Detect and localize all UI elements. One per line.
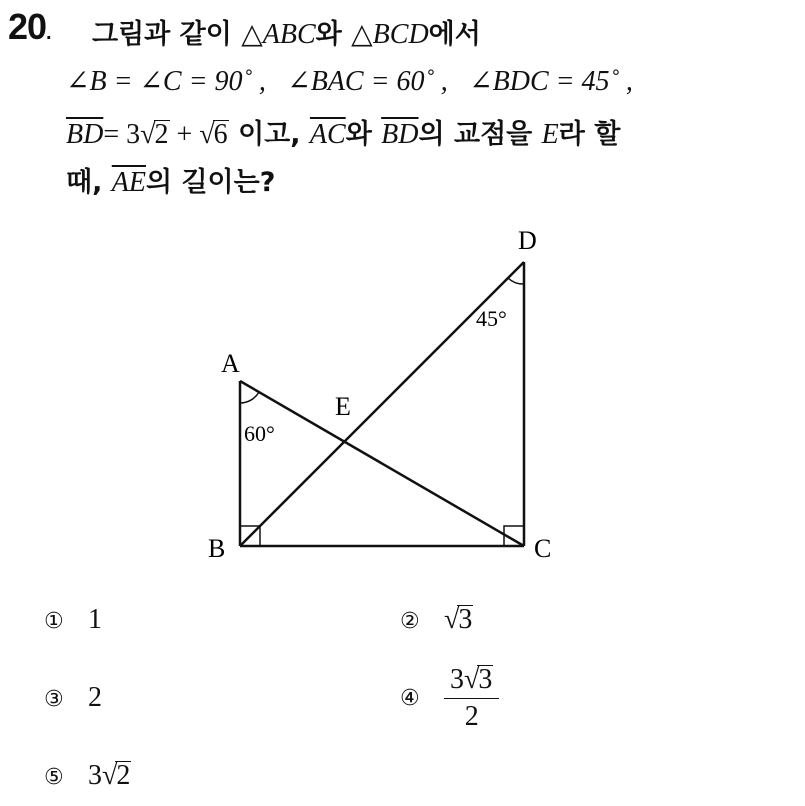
question-text: 의 교점을	[418, 119, 542, 150]
choice-mark: ③	[44, 687, 64, 712]
segment-bd: $\overline{BD}$	[66, 119, 104, 150]
question-line-3: $\overline{BD}= 3√2 + √6$ 이고, $\overline{AC}$와 $\overline{BD}$의 교점을 E라 할	[66, 119, 621, 150]
segment-ac: $\overline{AC}$	[309, 119, 346, 150]
condition-angle-bac: ∠BAC = 60˚ ,	[287, 66, 448, 97]
label-b: B	[208, 534, 226, 563]
plus-sign: +	[169, 119, 200, 150]
fraction-denominator: 2	[464, 701, 479, 732]
angle-label-60: 60°	[244, 421, 275, 446]
question-text: 때,	[66, 167, 112, 198]
choice-5[interactable]: ⑤ 3√2	[44, 760, 131, 791]
choice-value: 1	[88, 604, 102, 635]
radicand-6: 6	[213, 119, 228, 150]
choice-mark: ②	[400, 609, 420, 634]
choice-mark: ④	[400, 685, 420, 711]
label-e: E	[335, 392, 351, 421]
choice-1[interactable]	[44, 604, 102, 636]
fraction-numerator-radicand: 3	[478, 664, 493, 695]
choice-2[interactable]: ② √3	[400, 604, 473, 635]
segment-bd: $\overline{BD}$	[381, 119, 419, 150]
angle-label-45: 45°	[476, 306, 507, 331]
radicand-2: 2	[154, 119, 169, 150]
question-number-text: 20	[8, 6, 47, 47]
choice-mark: ①	[44, 609, 64, 634]
condition-angle-b-c: ∠B = ∠C = 90˚ ,	[66, 66, 266, 97]
label-a: A	[221, 349, 240, 378]
choice-3[interactable]	[44, 682, 102, 714]
question-text: 와	[315, 19, 352, 50]
point-e: E	[541, 119, 559, 150]
question-text: 이고,	[228, 119, 310, 150]
question-text: 와	[345, 119, 382, 150]
equals-coef: = 3	[103, 119, 141, 150]
segment-bd-line	[240, 262, 524, 546]
choice-fraction: $\frac{3√3}{2}$	[444, 664, 499, 733]
choice-mark: ⑤	[44, 765, 64, 790]
angle-arc-d	[508, 278, 524, 284]
choice-4[interactable]	[400, 664, 499, 733]
question-text: 라 할	[558, 119, 621, 150]
question-text: 그림과 같이	[92, 19, 242, 50]
condition-angle-bdc: ∠BDC = 45˚ ,	[469, 66, 633, 97]
fraction-numerator-coef: 3	[450, 664, 464, 695]
triangle-abc: △ABC	[241, 19, 316, 50]
choice-radicand: 3	[458, 604, 473, 635]
angle-arc-a	[240, 392, 259, 403]
question-text: 에서	[428, 19, 481, 50]
choice-radicand: 2	[116, 760, 131, 791]
question-text: 의 길이는?	[145, 167, 276, 198]
label-d: D	[518, 226, 537, 255]
choice-value: 2	[88, 682, 102, 713]
choice-coef: 3	[88, 760, 102, 791]
segment-ae: $\overline{AE}$	[111, 167, 146, 198]
label-c: C	[534, 534, 552, 563]
question-number-dot: .	[46, 22, 51, 44]
triangle-bcd: △BCD	[351, 19, 429, 50]
